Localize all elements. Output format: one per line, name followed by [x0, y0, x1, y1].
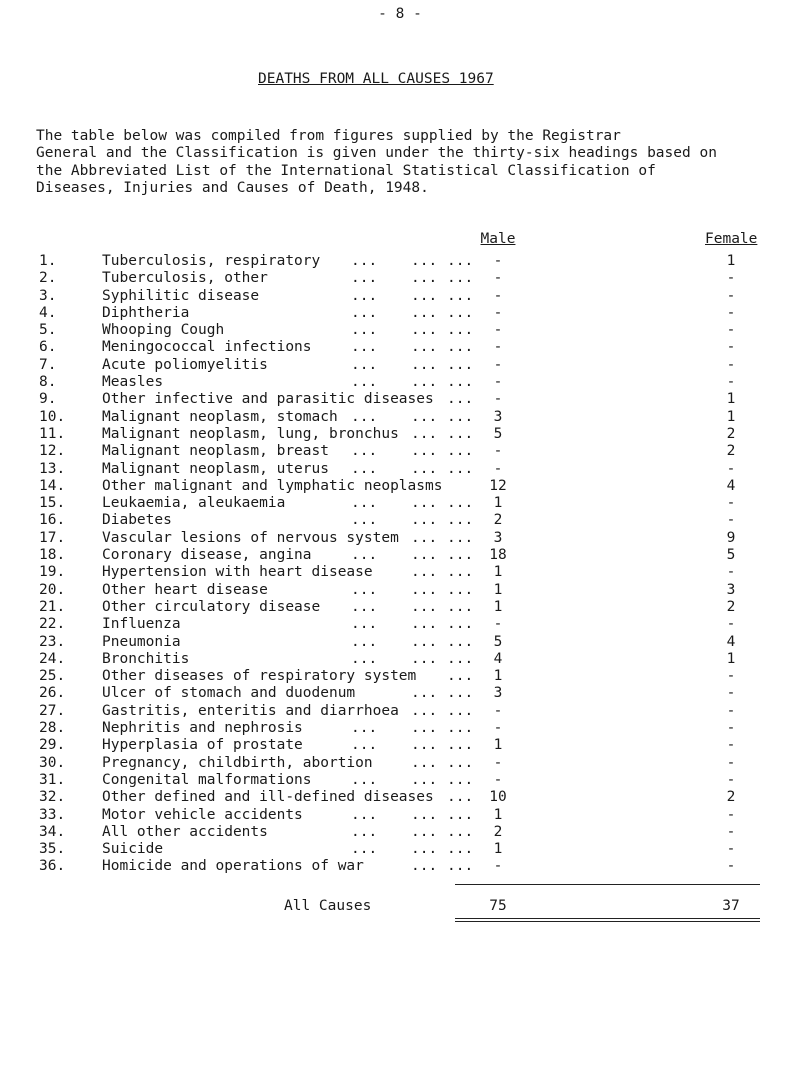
male-count: - [493, 391, 503, 408]
cause-label: Syphilitic disease [102, 287, 260, 304]
female-count: - [726, 374, 736, 391]
row-number: 5. [39, 322, 57, 339]
cause-label: Pregnancy, childbirth, abortion [102, 754, 373, 771]
row-number: 9. [39, 391, 57, 408]
cause-label: Tuberculosis, respiratory [102, 253, 321, 269]
row-number: 20. [39, 581, 66, 598]
female-count: - [726, 841, 736, 858]
row-number: 13. [39, 460, 66, 477]
male-count: 1 [493, 564, 503, 581]
row-number: 3. [39, 287, 57, 304]
female-count: - [726, 616, 736, 633]
cause-label: Acute poliomyelitis [102, 356, 268, 373]
female-count: 1 [726, 391, 736, 408]
page-number: - 8 - [378, 6, 422, 22]
female-count: - [726, 460, 736, 477]
causes-table [0, 253, 800, 876]
cause-label: Malignant neoplasm, breast [102, 443, 329, 460]
male-count: 1 [493, 668, 503, 685]
cause-label: Pneumonia [102, 633, 181, 650]
row-number: 17. [39, 529, 66, 546]
row-number: 18. [39, 547, 66, 564]
row-number: 4. [39, 304, 57, 321]
male-count: - [493, 443, 503, 460]
table-row: 2. Tuberculosis, other ... ... ... - - [0, 270, 800, 287]
row-number: 7. [39, 356, 57, 373]
row-number: 29. [39, 737, 66, 754]
cause-label: Nephritis and nephrosis [102, 720, 303, 737]
table-row: 20. Other heart disease ... ... ... 1 3 [0, 582, 800, 599]
row-number: 31. [39, 771, 66, 788]
male-count: 2 [493, 823, 503, 840]
row-number: 6. [39, 339, 57, 356]
table-row: 26. Ulcer of stomach and duodenum ... ... 3 - [0, 685, 800, 702]
table-row: 17. Vascular lesions of nervous system ... ... 3 9 [0, 530, 800, 547]
row-number: 16. [39, 512, 66, 529]
female-count: 3 [726, 581, 736, 598]
row-number: 12. [39, 443, 66, 460]
row-number: 30. [39, 754, 66, 771]
row-number: 24. [39, 650, 66, 667]
male-count: - [493, 287, 503, 304]
row-number: 8. [39, 374, 57, 391]
table-row: 33. Motor vehicle accidents ... ... ... 1 - [0, 807, 800, 824]
male-count: 1 [493, 806, 503, 823]
table-row: 25. Other diseases of respiratory system ... 1 - [0, 668, 800, 685]
row-number: 15. [39, 495, 66, 512]
table-row: 10. Malignant neoplasm, stomach ... ... ... 3 1 [0, 409, 800, 426]
male-count: 3 [493, 529, 503, 546]
cause-label: Malignant neoplasm, stomach [102, 408, 338, 425]
female-count: 2 [726, 425, 736, 442]
table-row: 35. Suicide ... ... ... 1 - [0, 841, 800, 858]
male-count: 3 [493, 685, 503, 702]
female-count: 1 [726, 253, 736, 269]
total-rule-bottom [455, 918, 760, 919]
table-row: 3. Syphilitic disease ... ... ... - - [0, 288, 800, 305]
row-number: 11. [39, 425, 66, 442]
row-number: 19. [39, 564, 66, 581]
total-rule-double [455, 921, 760, 922]
cause-label: Homicide and operations of war [102, 858, 364, 875]
row-number: 25. [39, 668, 66, 685]
table-row: 28. Nephritis and nephrosis ... ... ... - - [0, 720, 800, 737]
male-count: 1 [493, 841, 503, 858]
female-count: 9 [726, 529, 736, 546]
male-count: - [493, 754, 503, 771]
table-row: 1. Tuberculosis, respiratory ... ... ... - 1 [0, 253, 800, 270]
cause-label: Tuberculosis, other [102, 270, 268, 287]
table-row: 19. Hypertension with heart disease ... ... 1 - [0, 564, 800, 581]
table-row: 4. Diphtheria ... ... ... - - [0, 305, 800, 322]
male-count: - [493, 460, 503, 477]
cause-label: Other diseases of respiratory system [102, 668, 417, 685]
male-count: - [493, 616, 503, 633]
table-row: 12. Malignant neoplasm, breast ... ... ... - 2 [0, 443, 800, 460]
row-number: 27. [39, 702, 66, 719]
cause-label: Other circulatory disease [102, 598, 321, 615]
cause-label: Motor vehicle accidents [102, 806, 303, 823]
male-count: - [493, 304, 503, 321]
female-count: 2 [726, 443, 736, 460]
table-row: 7. Acute poliomyelitis ... ... ... - - [0, 357, 800, 374]
male-count: - [493, 270, 503, 287]
cause-label: Other infective and parasitic diseases [102, 391, 434, 408]
row-number: 1. [39, 253, 57, 269]
male-count: - [493, 858, 503, 875]
table-row: 6. Meningococcal infections ... ... ... - - [0, 339, 800, 356]
male-count: 5 [493, 633, 503, 650]
cause-label: Congenital malformations [102, 771, 312, 788]
female-count: 2 [726, 789, 736, 806]
cause-label: Meningococcal infections [102, 339, 312, 356]
table-row: 31. Congenital malformations ... ... ... - - [0, 772, 800, 789]
female-count: 4 [726, 477, 736, 494]
female-count: - [726, 270, 736, 287]
female-count: 4 [726, 633, 736, 650]
row-number: 32. [39, 789, 66, 806]
cause-label: Hyperplasia of prostate [102, 737, 303, 754]
column-header-female: Female [705, 231, 758, 247]
female-count: 1 [726, 650, 736, 667]
cause-label: Leukaemia, aleukaemia [102, 495, 286, 512]
male-count: 1 [493, 581, 503, 598]
row-number: 23. [39, 633, 66, 650]
cause-label: Hypertension with heart disease [102, 564, 373, 581]
male-count: - [493, 771, 503, 788]
table-row: 11. Malignant neoplasm, lung, bronchus ... ... 5 2 [0, 426, 800, 443]
row-number: 33. [39, 806, 66, 823]
female-count: - [726, 823, 736, 840]
table-row: 36. Homicide and operations of war ... ... - - [0, 858, 800, 875]
female-count: - [726, 512, 736, 529]
male-count: - [493, 720, 503, 737]
table-row: 15. Leukaemia, aleukaemia ... ... ... 1 - [0, 495, 800, 512]
female-count: - [726, 685, 736, 702]
total-rule-top [455, 884, 760, 885]
row-number: 22. [39, 616, 66, 633]
cause-label: Gastritis, enteritis and diarrhoea [102, 702, 399, 719]
male-count: 3 [493, 408, 503, 425]
row-number: 2. [39, 270, 57, 287]
table-row: 24. Bronchitis ... ... ... 4 1 [0, 651, 800, 668]
totals-label: All Causes [284, 898, 372, 914]
cause-label: Other heart disease [102, 581, 268, 598]
female-count: - [726, 356, 736, 373]
table-row: 22. Influenza ... ... ... - - [0, 616, 800, 633]
male-count: 18 [489, 547, 507, 564]
cause-label: Whooping Cough [102, 322, 225, 339]
row-number: 14. [39, 477, 66, 494]
male-count: - [493, 253, 503, 269]
cause-label: Ulcer of stomach and duodenum [102, 685, 356, 702]
female-count: - [726, 754, 736, 771]
cause-label: Bronchitis [102, 650, 190, 667]
row-number: 21. [39, 598, 66, 615]
totals-male: 75 [489, 898, 507, 914]
totals-row [0, 897, 800, 915]
table-row: 27. Gastritis, enteritis and diarrhoea ... ... - - [0, 703, 800, 720]
cause-label: Malignant neoplasm, lung, bronchus [102, 425, 399, 442]
female-count: - [726, 339, 736, 356]
male-count: 5 [493, 425, 503, 442]
female-count: - [726, 495, 736, 512]
cause-label: Influenza [102, 616, 181, 633]
female-count: - [726, 771, 736, 788]
table-row: 8. Measles ... ... ... - - [0, 374, 800, 391]
cause-label: Coronary disease, angina [102, 547, 312, 564]
row-number: 10. [39, 408, 66, 425]
table-row: 21. Other circulatory disease ... ... ... 1 2 [0, 599, 800, 616]
column-header-male: Male [480, 231, 516, 247]
male-count: 10 [489, 789, 507, 806]
female-count: 2 [726, 598, 736, 615]
table-row: 13. Malignant neoplasm, uterus ... ... ... - - [0, 461, 800, 478]
row-number: 28. [39, 720, 66, 737]
row-number: 26. [39, 685, 66, 702]
male-count: - [493, 702, 503, 719]
intro-paragraph: The table below was compiled from figures supplied by the Registrar General and the Classification is given under the thirty-six headings based on the Abbreviated List of the International Statistical Classification of Diseases, Injuries and Causes of Death, 1948. [36, 128, 717, 196]
male-count: 4 [493, 650, 503, 667]
female-count: - [726, 806, 736, 823]
male-count: 1 [493, 495, 503, 512]
female-count: - [726, 304, 736, 321]
table-row: 16. Diabetes ... ... ... 2 - [0, 512, 800, 529]
female-count: - [726, 737, 736, 754]
female-count: - [726, 668, 736, 685]
table-row: 29. Hyperplasia of prostate ... ... ... 1 - [0, 737, 800, 754]
female-count: - [726, 702, 736, 719]
row-number: 35. [39, 841, 66, 858]
female-count: 5 [726, 547, 736, 564]
female-count: - [726, 720, 736, 737]
cause-label: Malignant neoplasm, uterus [102, 460, 329, 477]
table-row: 9. Other infective and parasitic diseases ... - 1 [0, 391, 800, 408]
row-number: 34. [39, 823, 66, 840]
cause-label: Vascular lesions of nervous system [102, 529, 399, 546]
cause-label: Other malignant and lymphatic neoplasms [102, 477, 443, 494]
table-row: 5. Whooping Cough ... ... ... - - [0, 322, 800, 339]
male-count: 12 [489, 477, 507, 494]
cause-label: Diabetes [102, 512, 172, 529]
table-row: 18. Coronary disease, angina ... ... ... 18 5 [0, 547, 800, 564]
male-count: - [493, 374, 503, 391]
table-row: 23. Pneumonia ... ... ... 5 4 [0, 634, 800, 651]
male-count: 1 [493, 737, 503, 754]
table-row: 34. All other accidents ... ... ... 2 - [0, 824, 800, 841]
male-count: - [493, 356, 503, 373]
table-row: 32. Other defined and ill-defined diseases ... 10 2 [0, 789, 800, 806]
male-count: 2 [493, 512, 503, 529]
cause-label: Diphtheria [102, 304, 190, 321]
male-count: - [493, 322, 503, 339]
male-count: 1 [493, 598, 503, 615]
female-count: - [726, 287, 736, 304]
totals-female: 37 [722, 898, 740, 914]
page-title: DEATHS FROM ALL CAUSES 1967 [258, 71, 494, 87]
female-count: - [726, 564, 736, 581]
cause-label: Suicide [102, 841, 164, 858]
table-row: 30. Pregnancy, childbirth, abortion ... ... - - [0, 755, 800, 772]
male-count: - [493, 339, 503, 356]
female-count: - [726, 858, 736, 875]
female-count: - [726, 322, 736, 339]
row-number: 36. [39, 858, 66, 875]
female-count: 1 [726, 408, 736, 425]
table-row [0, 478, 800, 495]
cause-label: Measles [102, 374, 164, 391]
cause-label: All other accidents [102, 823, 268, 840]
cause-label: Other defined and ill-defined diseases [102, 789, 434, 806]
